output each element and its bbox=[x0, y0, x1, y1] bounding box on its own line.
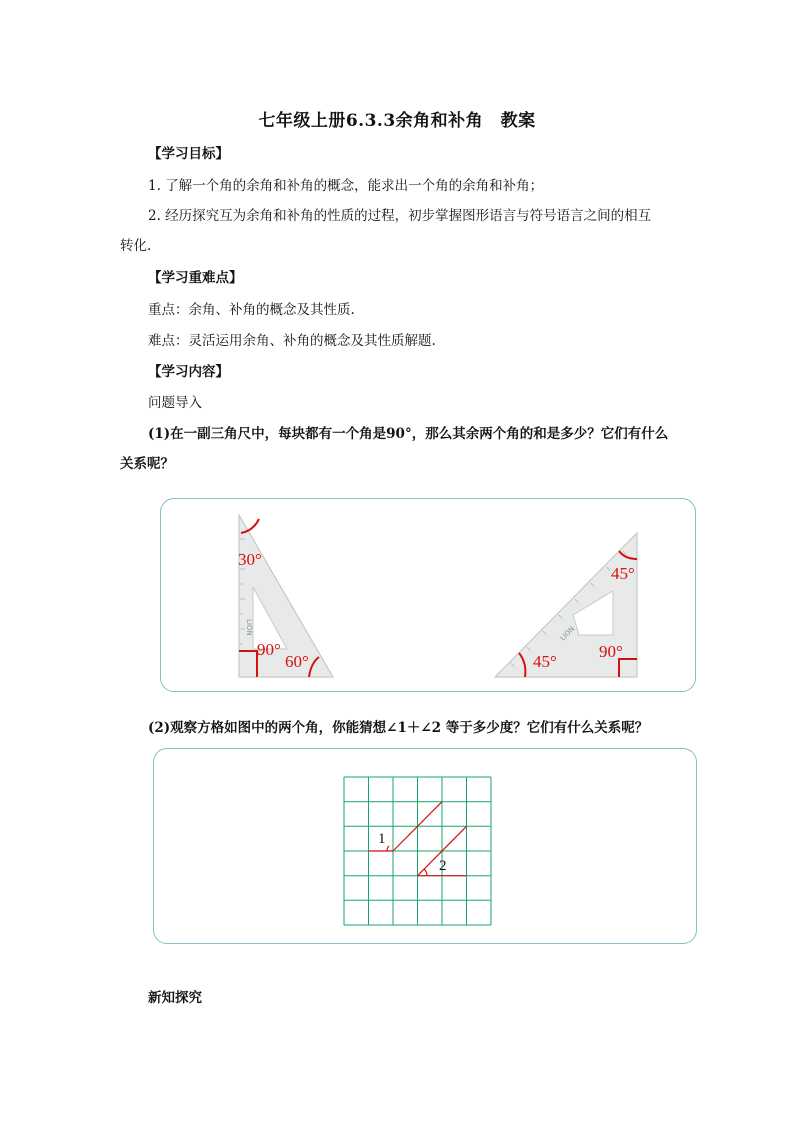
question-2: (2)观察方格如图中的两个角，你能猜想∠1＋∠2 等于多少度？它们有什么关系呢？ bbox=[148, 720, 649, 736]
angle-1-label: 1 bbox=[378, 831, 386, 847]
new-knowledge-heading: 新知探究 bbox=[148, 990, 202, 1006]
figure-grid-angles bbox=[153, 748, 697, 944]
right-ruler-brand: LION bbox=[558, 624, 577, 643]
goals-heading: 【学习目标】 bbox=[148, 146, 229, 162]
label-45-degree-top: 45° bbox=[611, 564, 635, 583]
right-set-square bbox=[495, 533, 637, 677]
goal-2-line2: 转化. bbox=[120, 238, 152, 254]
square-grid bbox=[344, 777, 491, 925]
figure-set-squares bbox=[160, 498, 696, 692]
goal-2-line1: 2. 经历探究互为余角和补角的性质的过程，初步掌握图形语言与符号语言之间的相互 bbox=[148, 208, 652, 224]
page-title: 七年级上册6.3.3余角和补角 教案 bbox=[258, 111, 536, 131]
key-point: 重点：余角、补角的概念及其性质. bbox=[148, 302, 355, 318]
left-ruler-brand: LION bbox=[245, 619, 253, 636]
difficult-point: 难点：灵活运用余角、补角的概念及其性质解题. bbox=[148, 333, 436, 349]
label-90-degree-right: 90° bbox=[599, 642, 623, 661]
content-heading: 【学习内容】 bbox=[148, 364, 229, 380]
label-90-degree-left: 90° bbox=[257, 640, 281, 659]
angle-2-label: 2 bbox=[439, 858, 447, 874]
question-1-line1: (1)在一副三角尺中，每块都有一个角是90°，那么其余两个角的和是多少？它们有什么 bbox=[148, 426, 669, 442]
question-1-line2: 关系呢？ bbox=[120, 456, 174, 472]
goal-1: 1. 了解一个角的余角和补角的概念，能求出一个角的余角和补角； bbox=[148, 178, 544, 194]
label-30-degree: 30° bbox=[238, 550, 262, 569]
label-45-degree-bottom: 45° bbox=[533, 652, 557, 671]
label-60-degree: 60° bbox=[285, 652, 309, 671]
key-heading: 【学习重难点】 bbox=[148, 270, 243, 286]
left-set-square bbox=[238, 515, 333, 677]
intro-heading: 问题导入 bbox=[148, 395, 202, 411]
